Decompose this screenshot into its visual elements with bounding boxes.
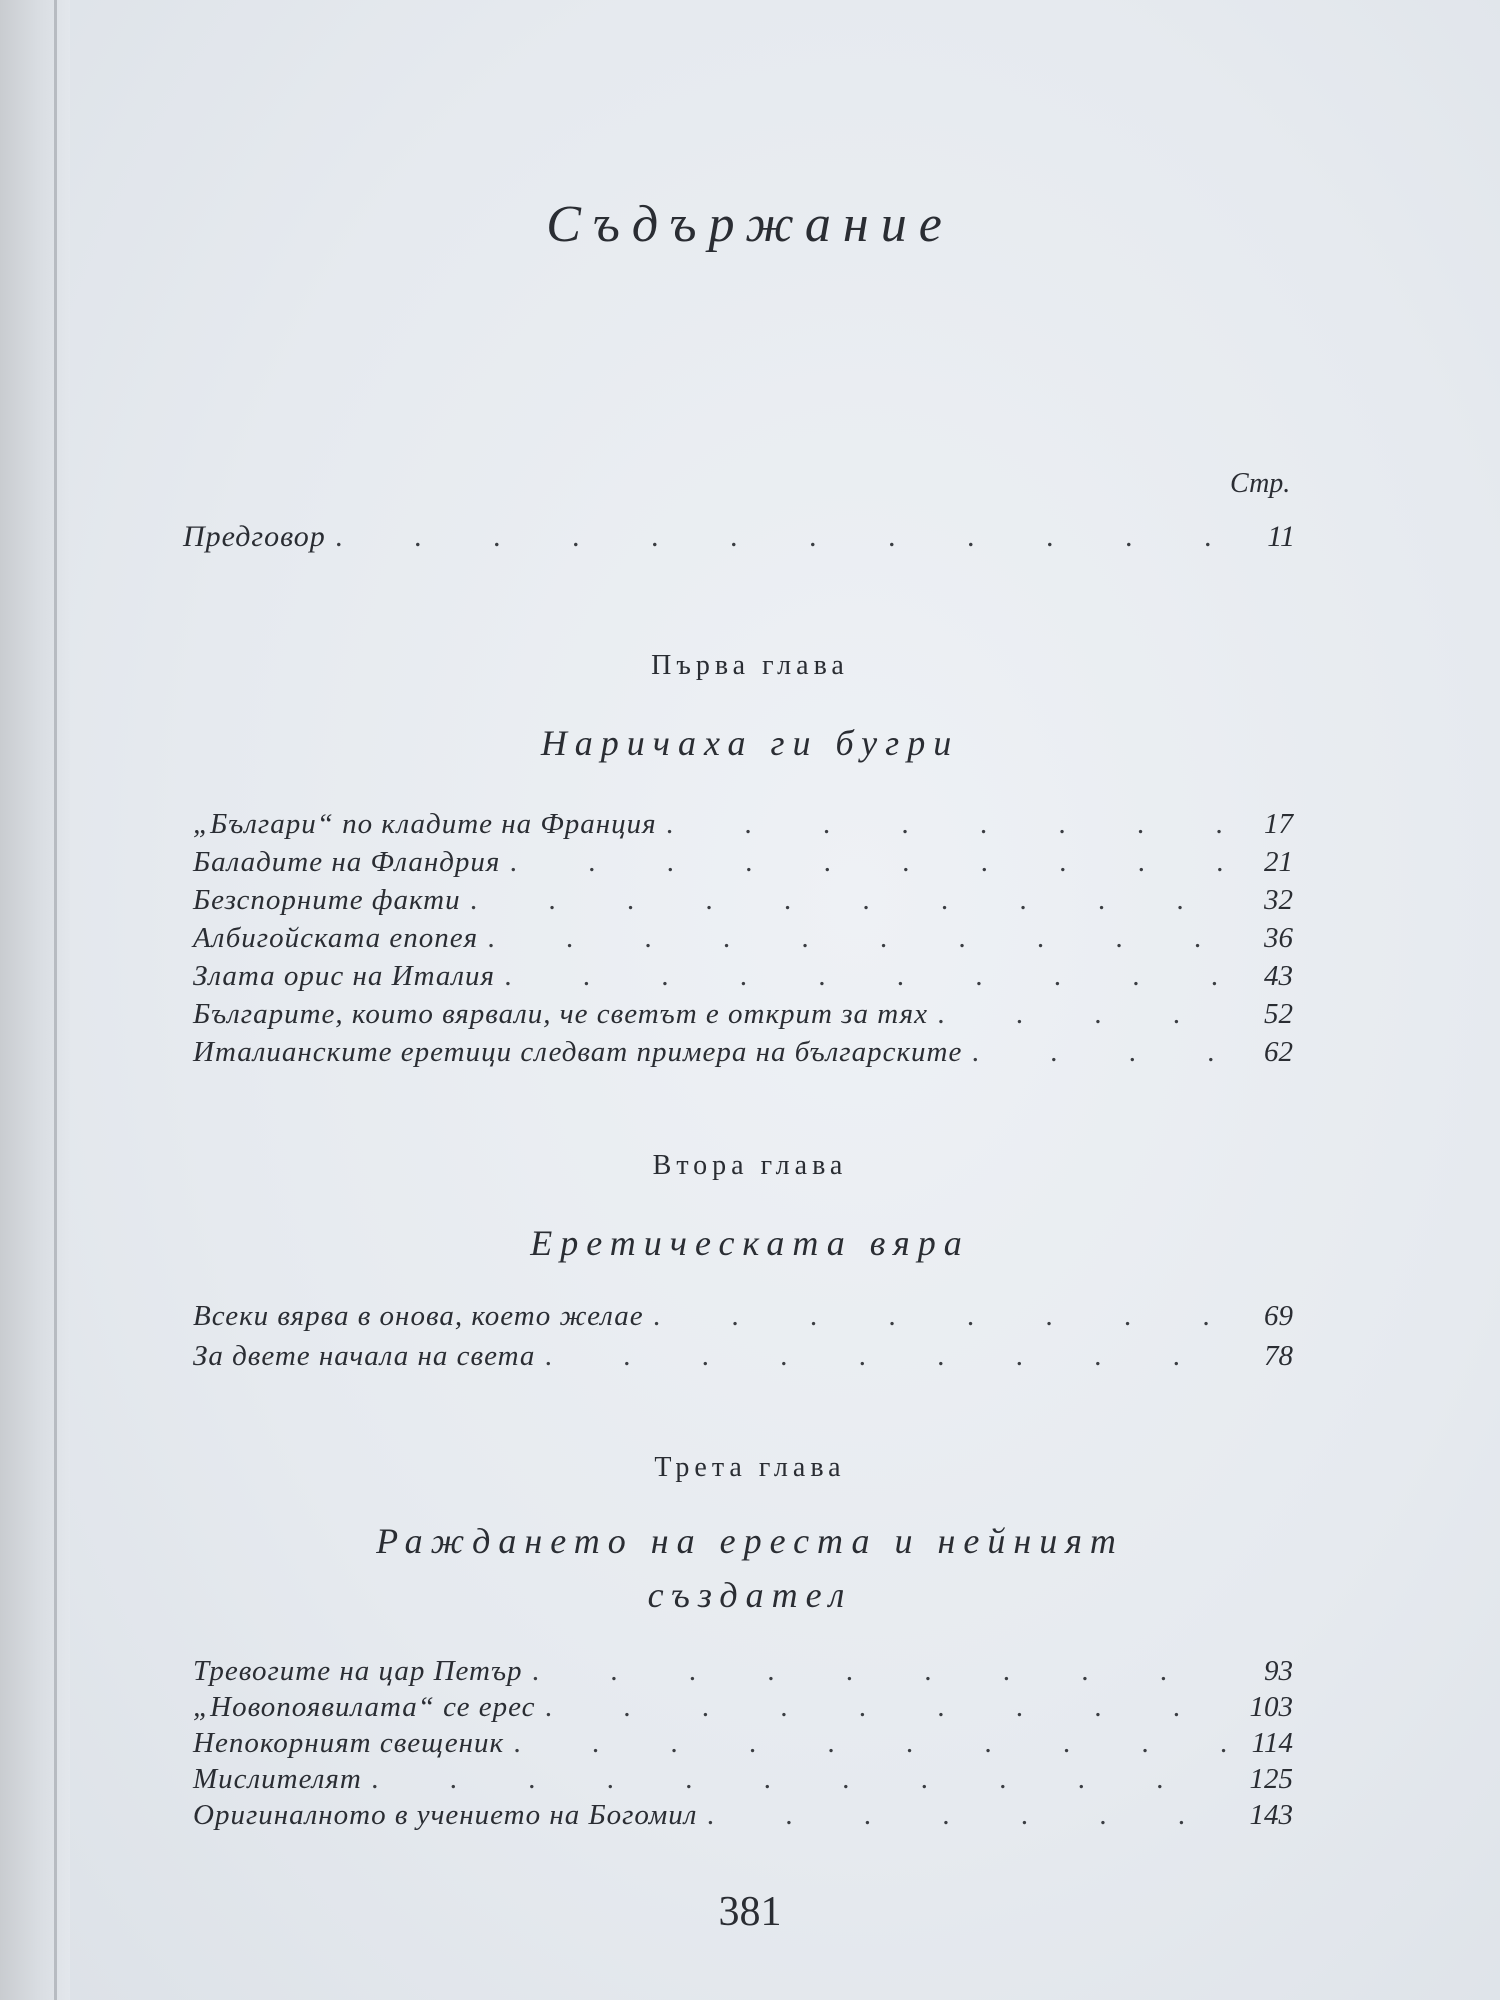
leader-dots <box>336 520 1237 554</box>
toc-entry-title: Българите, които вярвали, че светът е открит за тях <box>193 998 928 1030</box>
toc-entry <box>193 1763 1293 1799</box>
toc-entry <box>193 1727 1293 1763</box>
toc-entry <box>193 1340 1293 1376</box>
toc-entry-title: Тревогите на цар Петър <box>193 1655 523 1687</box>
book-spine-shadow <box>0 0 70 2000</box>
toc-entry-page: 36 <box>1264 922 1293 954</box>
leader-dots <box>938 998 1235 1031</box>
toc-entry-page: 21 <box>1264 846 1293 878</box>
toc-entry <box>193 1300 1293 1336</box>
leader-dots <box>488 922 1235 955</box>
toc-entry <box>193 922 1293 958</box>
leader-dots <box>372 1763 1235 1796</box>
toc-entry <box>193 808 1293 844</box>
toc-entry-preface <box>183 520 1295 556</box>
toc-entry <box>193 1691 1293 1727</box>
toc-entry-page: 69 <box>1264 1300 1293 1332</box>
toc-entry-page: 11 <box>1267 520 1295 553</box>
page-column-label: Стр. <box>1230 468 1291 499</box>
leader-dots <box>545 1691 1235 1724</box>
page-title: Съдържание <box>546 196 954 253</box>
toc-entry <box>193 960 1293 996</box>
toc-entry-title: Злата орис на Италия <box>193 960 496 992</box>
leader-dots <box>533 1655 1235 1688</box>
toc-entry-title: Всеки вярва в онова, което желае <box>193 1300 644 1332</box>
chapter-label-2: Втора глава <box>652 1150 848 1181</box>
toc-entry-title: Албигойската епопея <box>193 922 479 954</box>
chapter-title-3-line1: Раждането на ереста и нейният <box>376 1521 1124 1561</box>
toc-entry-title: Италианските еретици следват примера на българските <box>193 1036 963 1068</box>
chapter-label-1: Първа глава <box>651 650 849 681</box>
toc-entry-page: 52 <box>1264 998 1293 1030</box>
leader-dots <box>514 1727 1235 1760</box>
toc-entry-page: 143 <box>1249 1799 1293 1831</box>
toc-entry-title: Безспорните факти <box>193 884 461 916</box>
leader-dots <box>667 808 1235 841</box>
toc-entry-title: За двете начала на света <box>193 1340 536 1372</box>
toc-entry <box>193 1655 1293 1691</box>
toc-entry-page: 62 <box>1264 1036 1293 1068</box>
leader-dots <box>707 1799 1235 1832</box>
toc-entry-page: 78 <box>1264 1340 1293 1372</box>
chapter-label-3: Трета глава <box>654 1452 846 1483</box>
toc-entry-title: Баладите на Фландрия <box>193 846 501 878</box>
leader-dots <box>545 1340 1235 1373</box>
toc-entry-page: 103 <box>1249 1691 1293 1723</box>
leader-dots <box>654 1300 1235 1333</box>
toc-entry <box>193 1799 1293 1835</box>
leader-dots <box>505 960 1235 993</box>
toc-entry <box>193 846 1293 882</box>
toc-entry-title: Непокорният свещеник <box>193 1727 505 1759</box>
toc-entry-title: Предговор <box>183 520 326 553</box>
page-number: 381 <box>718 1889 782 1935</box>
toc-entry-page: 125 <box>1249 1763 1293 1795</box>
toc-entry-page: 114 <box>1251 1727 1293 1759</box>
toc-entry-page: 32 <box>1264 884 1293 916</box>
toc-entry <box>193 884 1293 920</box>
leader-dots <box>972 1036 1235 1069</box>
leader-dots <box>471 884 1235 917</box>
toc-entry-title: Мислителят <box>193 1763 362 1795</box>
leader-dots <box>510 846 1235 879</box>
toc-entry-page: 93 <box>1264 1655 1293 1687</box>
toc-entry-page: 43 <box>1264 960 1293 992</box>
toc-entry-page: 17 <box>1264 808 1293 840</box>
gutter-line <box>54 0 57 2000</box>
chapter-title-1: Наричаха ги бугри <box>540 723 960 763</box>
toc-entry-title: Оригиналното в учението на Богомил <box>193 1799 698 1831</box>
toc-entry-title: „Българи“ по кладите на Франция <box>193 808 657 840</box>
chapter-title-3-line2: създател <box>647 1575 853 1615</box>
chapter-title-2: Еретическата вяра <box>530 1223 970 1263</box>
toc-entry <box>193 1036 1293 1072</box>
toc-entry-title: „Новопоявилата“ се ерес <box>193 1691 536 1723</box>
toc-entry <box>193 998 1293 1034</box>
